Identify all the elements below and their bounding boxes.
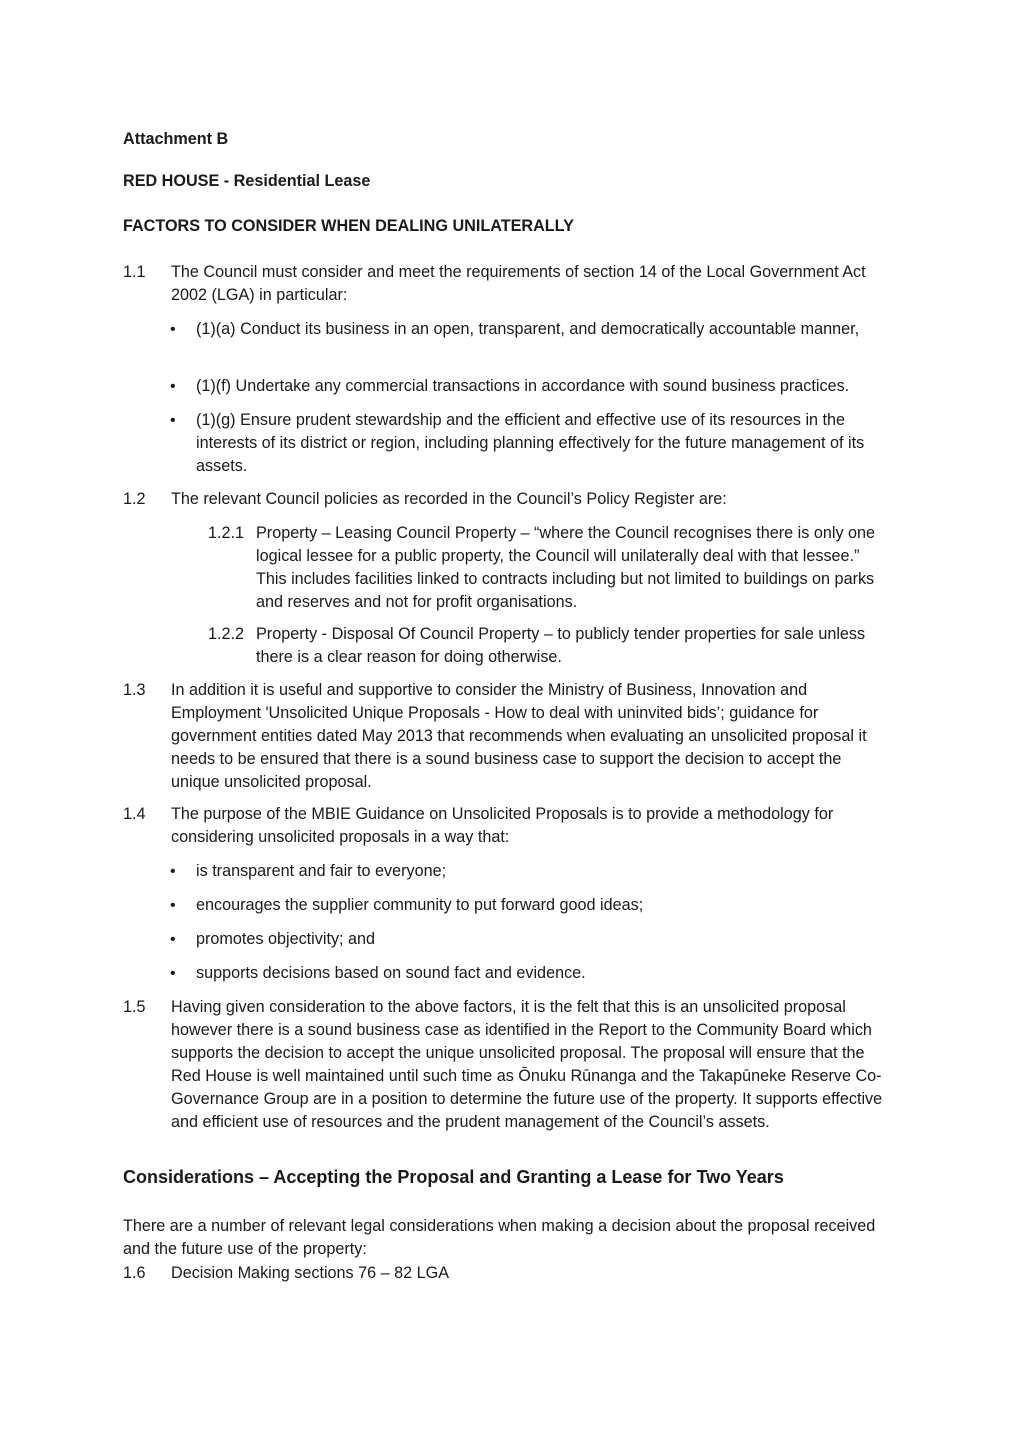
bullet-icon: •: [170, 321, 176, 338]
bullet-item: supports decisions based on sound fact and evidence.: [196, 964, 586, 982]
sub-para-text: Property - Disposal Of Council Property – to publicly tender properties for sale unless there is a clear reason for doing otherwise.: [256, 625, 866, 666]
para-1-6-text: Decision Making sections 76 – 82 LGA: [171, 1264, 450, 1282]
para-1-2-text: The relevant Council policies as recorded in the Council’s Policy Register are:: [171, 490, 727, 508]
para-1-4-text: The purpose of the MBIE Guidance on Unsolicited Proposals is to provide a methodology for considering unsolicited proposals in a way that:: [171, 805, 834, 846]
para-number: 1.1: [123, 263, 146, 281]
bullet-icon: •: [170, 378, 176, 395]
attachment-label: Attachment B: [123, 130, 229, 148]
para-number: 1.2: [123, 490, 146, 508]
bullet-item: (1)(g) Ensure prudent stewardship and the efficient and effective use of its resources in the interests of its district or region, including planning effectively for the future management of its assets.: [196, 411, 865, 475]
para-number: 1.3: [123, 681, 146, 699]
para-number: 1.6: [123, 1264, 146, 1282]
para-1-3-text: In addition it is useful and supportive to consider the Ministry of Business, Innovation and Employment 'Unsolicited Unique Proposals - How to deal with uninvited bids’; guidance for government entities dated May 2013 that recommends when evaluating an unsolicited proposal it needs to be ensured that there is a sound business case to support the decision to accept the unique unsolicited proposal.: [171, 681, 867, 791]
bullet-icon: •: [170, 863, 176, 880]
sub-para-number: 1.2.2: [208, 625, 245, 643]
para-number: 1.5: [123, 998, 146, 1016]
bullet-icon: •: [170, 412, 176, 429]
bullet-icon: •: [170, 931, 176, 948]
bullet-item: encourages the supplier community to put forward good ideas;: [196, 896, 644, 914]
considerations-heading: Considerations – Accepting the Proposal and Granting a Lease for Two Years: [123, 1167, 784, 1187]
document-subject: RED HOUSE - Residential Lease: [123, 172, 371, 190]
bullet-item: promotes objectivity; and: [196, 930, 376, 948]
factors-heading: FACTORS TO CONSIDER WHEN DEALING UNILATERALLY: [123, 217, 574, 235]
bullet-item: is transparent and fair to everyone;: [196, 862, 447, 880]
considerations-intro: There are a number of relevant legal considerations when making a decision about the proposal received and the future use of the property:: [123, 1217, 876, 1258]
bullet-icon: •: [170, 897, 176, 914]
bullet-item: (1)(a) Conduct its business in an open, transparent, and democratically accountable manner,: [196, 320, 860, 338]
para-1-1-text: The Council must consider and meet the requirements of section 14 of the Local Government Act 2002 (LGA) in particular:: [171, 263, 866, 304]
bullet-item: (1)(f) Undertake any commercial transactions in accordance with sound business practices.: [196, 377, 850, 395]
bullet-icon: •: [170, 965, 176, 982]
sub-para-text: Property – Leasing Council Property – “where the Council recognises there is only one logical lessee for a public property, the Council will unilaterally deal with that lessee.” This includes facilities linked to contracts including but not limited to buildings on parks and reserves and not for profit organisations.: [256, 524, 876, 611]
para-1-5-text: Having given consideration to the above factors, it is the felt that this is an unsolicited proposal however there is a sound business case as identified in the Report to the Community Board which supports the decision to accept the unique unsolicited proposal. The proposal will ensure that the Red House is well maintained until such time as Ōnuku Rūnanga and the Takapūneke Reserve Co-Governance Group are in a position to determine the future use of the property. It supports effective and efficient use of resources and the prudent management of the Council’s assets.: [171, 998, 883, 1131]
sub-para-number: 1.2.1: [208, 524, 245, 542]
para-number: 1.4: [123, 805, 146, 823]
